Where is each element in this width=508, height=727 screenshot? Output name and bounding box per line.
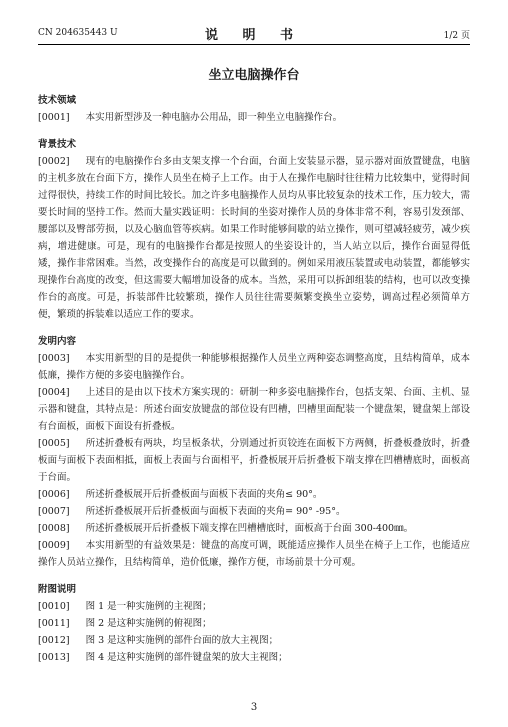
paragraph <box>38 350 470 384</box>
paragraph-number: [0005] <box>38 438 70 449</box>
document-number: CN 204635443 U <box>38 28 118 38</box>
paragraph-text: 所述折叠板有两块，均呈板条状，分别通过折页铰连在面板下方两侧，折叠板叠放时，折叠板面与面板下表面相抵，面板上表面与台面相平，折叠板展开后折叠板下端支撑在凹槽槽底时，面板高于台面。 <box>38 438 470 483</box>
paragraph-text: 所述折叠板展开后折叠板面与面板下表面的夹角= 90° -95°。 <box>85 506 346 517</box>
paragraph-text: 图 4 是这种实施例的部件键盘架的放大主视图； <box>85 652 288 663</box>
paragraph <box>38 520 470 537</box>
paragraph-text: 图 2 是这种实施例的俯视图； <box>85 618 212 629</box>
paragraph <box>38 537 470 571</box>
paragraph <box>38 109 470 126</box>
paragraph-text: 所述折叠板展开后折叠板下端支撑在凹槽槽底时，面板高于台面 300-400㎜。 <box>85 523 414 534</box>
paragraph <box>38 384 470 435</box>
page-number: 3 <box>250 702 258 713</box>
paragraph <box>38 435 470 486</box>
page-indicator: 1/2 页 <box>443 31 470 41</box>
section-heading: 附图说明 <box>38 584 77 595</box>
header-title: 说 明 书 <box>204 28 304 43</box>
paragraph-number: [0011] <box>38 618 70 629</box>
paragraph-number: [0007] <box>38 506 70 517</box>
paragraph <box>38 153 470 323</box>
paragraph-number: [0013] <box>38 652 70 663</box>
paragraph-number: [0010] <box>38 601 70 612</box>
document-body <box>38 92 470 666</box>
paragraph <box>38 598 470 615</box>
paragraph-text: 图 1 是一种实施例的主视图； <box>85 601 212 612</box>
paragraph-number: [0012] <box>38 635 70 646</box>
paragraph <box>38 503 470 520</box>
paragraph-text: 所述折叠板展开后折叠板面与面板下表面的夹角≤ 90°。 <box>85 489 323 500</box>
paragraph-number: [0002] <box>38 156 70 167</box>
paragraph-number: [0004] <box>38 387 70 398</box>
section-heading: 发明内容 <box>38 336 77 347</box>
paragraph-number: [0008] <box>38 523 70 534</box>
paragraph <box>38 486 470 503</box>
section-heading: 背景技术 <box>38 139 77 150</box>
paragraph <box>38 632 470 649</box>
paragraph-number: [0001] <box>38 112 70 123</box>
header-divider <box>38 44 470 45</box>
paragraph-number: [0003] <box>38 353 70 364</box>
paragraph <box>38 649 470 666</box>
paragraph-text: 本实用新型的有益效果是：键盘的高度可调，既能适应操作人员坐在椅子上工作，也能适应操作人员站立操作，且结构简单，造价低廉，操作方便，市场前景十分可观。 <box>38 540 470 568</box>
paragraph-text: 图 3 是这种实施例的部件台面的放大主视图； <box>85 635 279 646</box>
document-title: 坐立电脑操作台 <box>208 68 300 83</box>
paragraph-text: 上述目的是由以下技术方案实现的：研制一种多姿电脑操作台，包括支架、台面、主机、显示器和键盘，其特点是：所述台面安放键盘的部位设有凹槽，凹槽里面配装一个键盘架，键盘架上部设有台面板，面板下面设有折叠板。 <box>38 387 470 432</box>
paragraph-number: [0006] <box>38 489 70 500</box>
section-heading: 技术领域 <box>38 95 77 106</box>
paragraph-text: 本实用新型的目的是提供一种能够根据操作人员坐立两种姿态调整高度，且结构简单，成本低廉，操作方便的多姿电脑操作台。 <box>38 353 470 381</box>
page-header <box>38 24 470 44</box>
paragraph-number: [0009] <box>38 540 70 551</box>
paragraph-text: 现有的电脑操作台多由支架支撑一个台面，台面上安装显示器，显示器对面放置键盘，电脑的主机多放在台面下方，操作人员坐在椅子上工作。由于人在操作电脑时往往精力比较集中，觉得时间过得很快，持续工作的时间比较长。加之许多电脑操作人员均从事比较复杂的技术工作，压力较大，需要长时间的坚持工作。然而大量实践证明：长时间的坐姿对操作人员的身体非常不利，容易引发颈部、腰部以及臀部劳损，以及心脑血管等疾病。如果工作时能够间歇的站立操作，则可望减轻疲劳，减少疾病，增进健康。可是，现有的电脑操作台都是按照人的坐姿设计的，当人站立以后，操作台面显得低矮，操作非常困难。当然，改变操作台的高度是可以做到的。例如采用液压装置或电动装置，都能够实现操作台高度的改变，但这需要大幅增加设备的成本。当然，采用可以拆卸组装的结构，也可以改变操作台的高度。可是，拆装部件比较繁琐，操作人员往往需要频繁变换坐立姿势，调高过程必须简单方便，繁琐的拆装难以适应工作的要求。 <box>38 156 470 320</box>
paragraph <box>38 615 470 632</box>
paragraph-text: 本实用新型涉及一种电脑办公用品，即一种坐立电脑操作台。 <box>85 112 343 123</box>
